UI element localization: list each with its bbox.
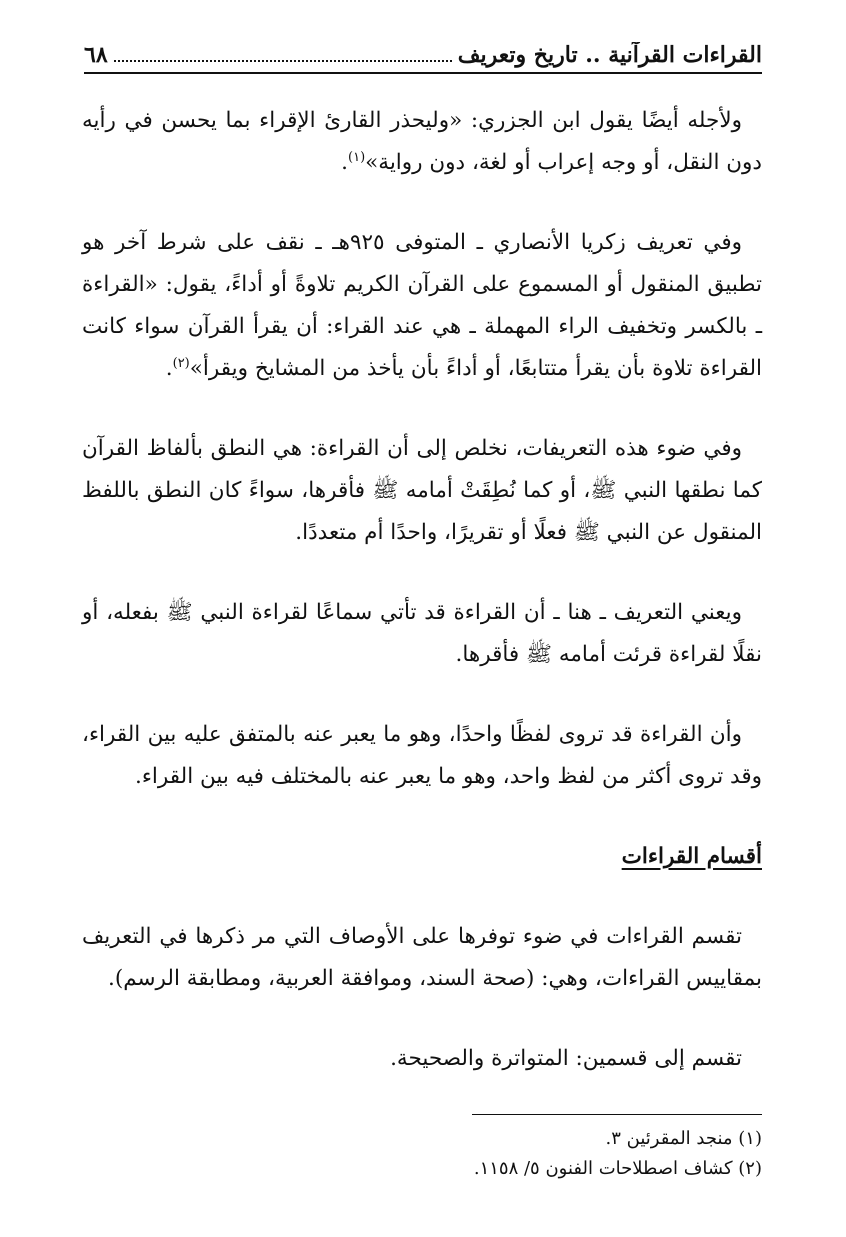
footnote-ref: (١)	[348, 149, 366, 165]
page-number: ٦٨	[84, 42, 108, 68]
running-title-text: القراءات القرآنية .. تاريخ وتعريف	[457, 42, 762, 68]
page-header	[84, 30, 762, 74]
paragraph: وفي تعريف زكريا الأنصاري ـ المتوفى ٩٢٥هـ ـ نقف على شرط آخر هو تطبيق المنقول أو المسموع على القرآن الكريم تلاوةً أو أداءً، يقول: «القراءة ـ بالكسر وتخفيف الراء المهملة ـ هي عند القراء: أن يقرأ القرآن سواء كانت القراءة تلاوة بأن يقرأ متتابعًا، أو أداءً بأن يأخذ من المشايخ ويقرأ»$^{(٢)}$.	[82, 230, 762, 381]
footnote-ref: (٢)	[172, 355, 190, 371]
section-heading: أقسام القراءات	[621, 844, 762, 869]
footnotes	[84, 1124, 762, 1184]
paragraph: وأن القراءة قد تروى لفظًا واحدًا، وهو ما يعبر عنه بالمتفق عليه بين القراء، وقد تروى أكثر من لفظ واحد، وهو ما يعبر عنه بالمختلف فيه بين القراء.	[82, 722, 762, 789]
paragraph: وفي ضوء هذه التعريفات، نخلص إلى أن القراءة: هي النطق بألفاظ القرآن كما نطقها النبي ﷺ، أو كما نُطِقَتْ أمامه ﷺ فأقرها، سواءً كان النطق باللفظ المنقول عن النبي ﷺ فعلًا أو تقريرًا، واحدًا أم متعددًا.	[82, 436, 762, 545]
running-title	[108, 42, 762, 68]
section-last-line: تقسم إلى قسمين: المتواترة والصحيحة.	[390, 1046, 742, 1071]
main-text	[82, 100, 762, 1118]
footnote: (١) منجد المقرئين ٣.	[605, 1128, 762, 1149]
paragraph: ويعني التعريف ـ هنا ـ أن القراءة قد تأتي سماعًا لقراءة النبي ﷺ بفعله، أو نقلًا لقراءة قرئت أمامه ﷺ فأقرها.	[82, 600, 762, 667]
section-paragraph: تقسم القراءات في ضوء توفرها على الأوصاف التي مر ذكرها في التعريف بمقاييس القراءات، وهي: (صحة السند، وموافقة العربية، ومطابقة الرسم).	[82, 924, 762, 991]
paragraph: ولأجله أيضًا يقول ابن الجزري: «وليحذر القارئ الإقراء بما يحسن في رأيه دون النقل، أو وجه إعراب أو لغة، دون رواية»$^{(١)}$.	[82, 108, 762, 175]
footnote: (٢) كشاف اصطلاحات الفنون ٥/ ١١٥٨.	[473, 1158, 762, 1179]
footnote-divider	[472, 1114, 762, 1115]
leader-dots	[114, 60, 452, 62]
